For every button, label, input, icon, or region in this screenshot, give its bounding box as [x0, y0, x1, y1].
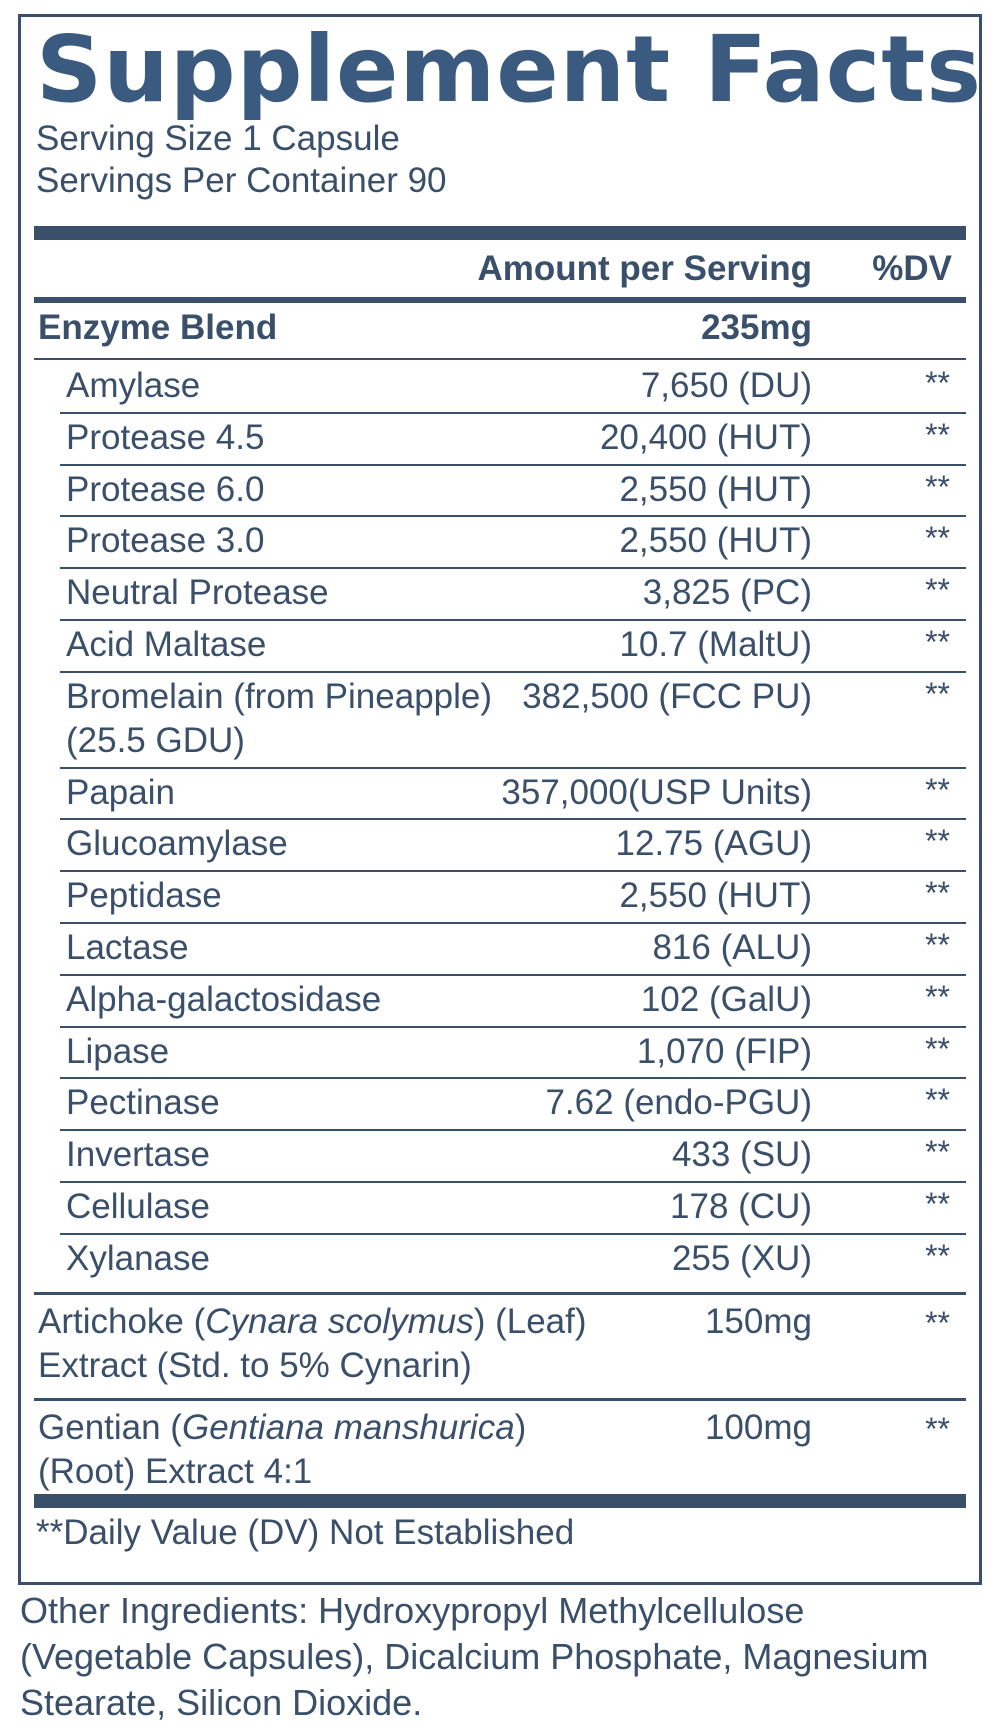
enzyme-name: Alpha-galactosidase — [66, 979, 382, 1019]
serving-size: Serving Size 1 Capsule — [36, 119, 400, 158]
enzyme-name: Xylanase — [66, 1238, 210, 1278]
enzyme-dv: ** — [925, 1082, 950, 1119]
enzyme-amount: 10.7 (MaltU) — [619, 625, 812, 664]
enzyme-name: Lactase — [66, 928, 189, 967]
enzyme-row — [0, 1079, 1000, 1131]
enzyme-amount: 7,650 (DU) — [640, 366, 812, 405]
enzyme-row — [0, 769, 1000, 821]
thick-divider-top — [34, 226, 966, 240]
thick-divider-bottom — [34, 1494, 966, 1508]
gentian-amount: 100mg — [704, 1408, 812, 1447]
enzyme-row — [0, 1028, 1000, 1080]
enzyme-dv: ** — [925, 520, 950, 557]
enzyme-dv: ** — [925, 416, 950, 453]
dv-footnote: **Daily Value (DV) Not Established — [36, 1513, 575, 1552]
enzyme-list-end-divider — [34, 1292, 966, 1295]
enzyme-row — [0, 976, 1000, 1028]
medium-divider — [34, 297, 966, 303]
enzyme-row — [0, 673, 1000, 769]
enzyme-dv: ** — [925, 675, 950, 712]
other-ingredients: Other Ingredients: Hydroxypropyl Methylcellulose (Vegetable Capsules), Dicalcium Phosphate, Magnesium Stearate, Silicon Dioxide. — [20, 1590, 929, 1723]
enzyme-dv: ** — [925, 365, 950, 401]
enzyme-row — [0, 820, 1000, 872]
enzyme-name: Papain — [66, 772, 175, 812]
enzyme-row — [0, 1131, 1000, 1183]
enzyme-amount: 102 (GalU) — [640, 979, 812, 1019]
enzyme-name: Neutral Protease — [66, 573, 329, 613]
enzyme-name: Peptidase — [66, 876, 222, 916]
gentian-name: Gentian (Gentiana manshurica) (Root) Extract 4:1 — [38, 1408, 527, 1492]
enzyme-amount: 2,550 (HUT) — [619, 876, 812, 916]
enzyme-amount: 12.75 (AGU) — [615, 824, 812, 864]
enzyme-row — [0, 924, 1000, 976]
enzyme-amount: 357,000(USP Units) — [501, 772, 812, 812]
enzyme-name: Protease 3.0 — [66, 521, 265, 561]
panel-title: Supplement Facts — [36, 16, 982, 123]
enzyme-blend-amount: 235mg — [701, 308, 812, 347]
enzyme-amount: 2,550 (HUT) — [619, 521, 812, 561]
enzyme-name: Acid Maltase — [66, 625, 267, 664]
artichoke-name: Artichoke (Cynara scolymus) (Leaf) Extract (Std. to 5% Cynarin) — [38, 1302, 587, 1386]
enzyme-name: Bromelain (from Pineapple) (25.5 GDU) — [66, 676, 493, 760]
artichoke-amount: 150mg — [704, 1302, 812, 1341]
enzyme-dv: ** — [925, 1186, 950, 1222]
enzyme-row — [0, 569, 1000, 621]
enzyme-name: Protease 6.0 — [66, 469, 265, 509]
enzyme-dv: ** — [925, 823, 950, 860]
enzyme-dv: ** — [925, 468, 950, 505]
blend-divider — [34, 358, 966, 360]
enzyme-name: Protease 4.5 — [66, 417, 265, 457]
enzyme-row — [0, 466, 1000, 518]
enzyme-dv: ** — [925, 572, 950, 609]
enzyme-row — [0, 362, 1000, 414]
enzyme-dv: ** — [925, 771, 950, 808]
enzyme-amount: 20,400 (HUT) — [599, 417, 812, 457]
enzyme-amount: 7.62 (endo-PGU) — [545, 1083, 812, 1123]
enzyme-amount: 3,825 (PC) — [642, 573, 812, 613]
enzyme-row — [0, 872, 1000, 924]
enzyme-dv: ** — [925, 927, 950, 963]
enzyme-dv: ** — [925, 1134, 950, 1171]
enzyme-dv: ** — [925, 1237, 950, 1274]
enzyme-dv: ** — [925, 978, 950, 1015]
enzyme-name: Glucoamylase — [66, 824, 288, 864]
enzyme-dv: ** — [925, 1030, 950, 1067]
enzyme-amount: 816 (ALU) — [652, 928, 812, 967]
enzyme-name: Amylase — [66, 366, 201, 405]
artichoke-divider — [34, 1398, 966, 1401]
enzyme-blend-name: Enzyme Blend — [38, 308, 278, 347]
enzyme-amount: 255 (XU) — [671, 1238, 812, 1278]
enzyme-row — [0, 621, 1000, 673]
enzyme-row — [0, 1183, 1000, 1235]
enzyme-amount: 433 (SU) — [671, 1135, 812, 1175]
gentian-dv: ** — [925, 1411, 950, 1447]
enzyme-name: Lipase — [66, 1031, 170, 1071]
enzyme-dv: ** — [925, 875, 950, 912]
enzyme-name: Invertase — [66, 1135, 210, 1175]
enzyme-row — [0, 414, 1000, 466]
enzyme-amount: 2,550 (HUT) — [619, 469, 812, 509]
artichoke-dv: ** — [925, 1305, 950, 1341]
header-amount-per-serving: Amount per Serving — [477, 249, 812, 288]
header-dv: %DV — [872, 249, 952, 288]
enzyme-row — [0, 517, 1000, 569]
enzyme-name: Cellulase — [66, 1187, 210, 1226]
enzyme-amount: 178 (CU) — [670, 1187, 812, 1226]
servings-per-container: Servings Per Container 90 — [36, 161, 447, 200]
enzyme-dv: ** — [925, 624, 950, 660]
enzyme-row — [0, 1235, 1000, 1287]
enzyme-amount: 1,070 (FIP) — [636, 1031, 812, 1071]
enzyme-name: Pectinase — [66, 1083, 220, 1123]
enzyme-amount: 382,500 (FCC PU) — [522, 676, 812, 716]
